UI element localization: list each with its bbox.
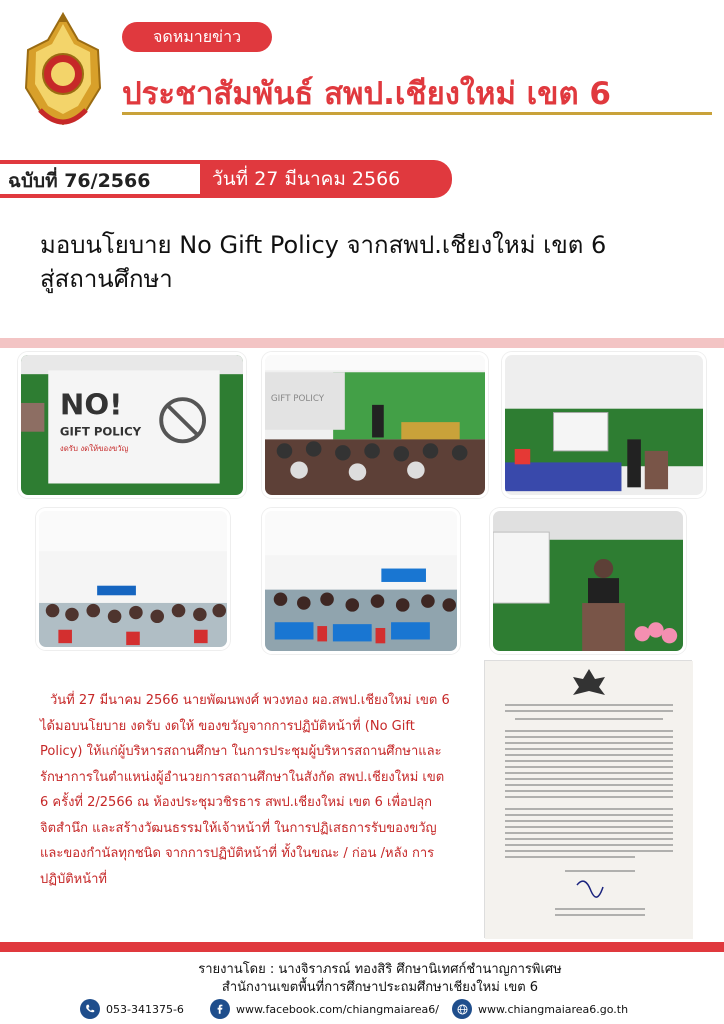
content-area <box>0 348 724 942</box>
slide-no-text: NO! <box>59 387 123 422</box>
website-link[interactable]: www.chiangmaiarea6.go.th <box>478 1002 629 1016</box>
issue-number: ฉบับที่ 76/2566 <box>8 170 151 192</box>
slide-sub-text: งดรับ งดให้ของขวัญ <box>59 443 129 453</box>
header <box>0 0 724 150</box>
svg-text:GIFT POLICY: GIFT POLICY <box>270 394 325 405</box>
topic-title-line1: มอบนโยบาย No Gift Policy จากสพป.เชียงใหม่ เขต 6 <box>40 231 607 259</box>
phone-number: 053-341375-6 <box>106 1002 184 1016</box>
news-body-text: วันที่ 27 มีนาคม 2566 นายพัฒนพงศ์ พวงทอง ผอ.สพป.เชียงใหม่ เขต 6 ได้มอบนโยบาย งดรับ งดให้ ของขวัญจากการปฏิบัติหน้าที่ (No Gift Policy) ให้แก่ผู้บริหารสถานศึกษา ในการประชุมผู้บริหารสถานศึกษาและรักษาการในตำแหน่งผู้อำนวยการสถานศึกษาในสังกัด สพป.เชียงใหม่ เขต 6 ครั้งที่ 2/2566 ณ ห้องประชุมวชิรธาร สพป.เชียงใหม่ เขต 6 เพื่อปลุกจิตสำนึก และสร้างวัฒนธรรมให้เจ้าหน้าที่ ในการปฏิเสธการรับของขวัญและของกำนัลทุกชนิด จากการปฏิบัติหน้าที่ ทั้งในขณะ / ก่อน /หลัง การปฏิบัติหน้าที่ <box>40 693 450 887</box>
website-contact[interactable] <box>452 998 628 1020</box>
obec-emblem-logo <box>20 10 106 128</box>
title-underline <box>122 112 712 115</box>
phone-contact <box>80 998 184 1020</box>
globe-icon <box>452 999 472 1019</box>
photo-no-gift-slide <box>18 352 246 498</box>
issue-number-box <box>0 160 200 198</box>
facebook-contact[interactable] <box>210 998 439 1020</box>
photo-meeting-speaker <box>262 352 488 498</box>
topic-title-line2: สู่สถานศึกษา <box>40 265 173 293</box>
facebook-link[interactable]: www.facebook.com/chiangmaiarea6/ <box>236 1002 439 1016</box>
footer <box>0 952 724 1024</box>
photo-podium-wide <box>502 352 706 498</box>
page-title: ประชาสัมพันธ์ สพป.เชียงใหม่ เขต 6 <box>122 76 611 112</box>
facebook-icon <box>210 999 230 1019</box>
issue-bar <box>0 160 724 198</box>
slide-policy-text: GIFT POLICY <box>59 424 142 439</box>
divider-band <box>0 338 724 348</box>
reporter-credit: รายงานโดย : นางจิราภรณ์ ทองสิริ ศึกษานิเทศก์ชำนาญการพิเศษ <box>198 962 562 977</box>
phone-icon <box>80 999 100 1019</box>
photo-audience-center <box>262 508 460 654</box>
photo-audience-left <box>36 508 230 650</box>
topic-title <box>40 228 700 296</box>
topic-section <box>0 198 724 338</box>
official-letter-document <box>484 660 692 938</box>
office-name: สำนักงานเขตพื้นที่การศึกษาประถมศึกษาเชียงใหม่ เขต 6 <box>221 980 539 995</box>
newsletter-label: จดหมายข่าว <box>122 22 272 52</box>
footer-band <box>0 942 724 952</box>
issue-date: วันที่ 27 มีนาคม 2566 <box>200 160 452 198</box>
photo-speaker-podium <box>490 508 686 654</box>
